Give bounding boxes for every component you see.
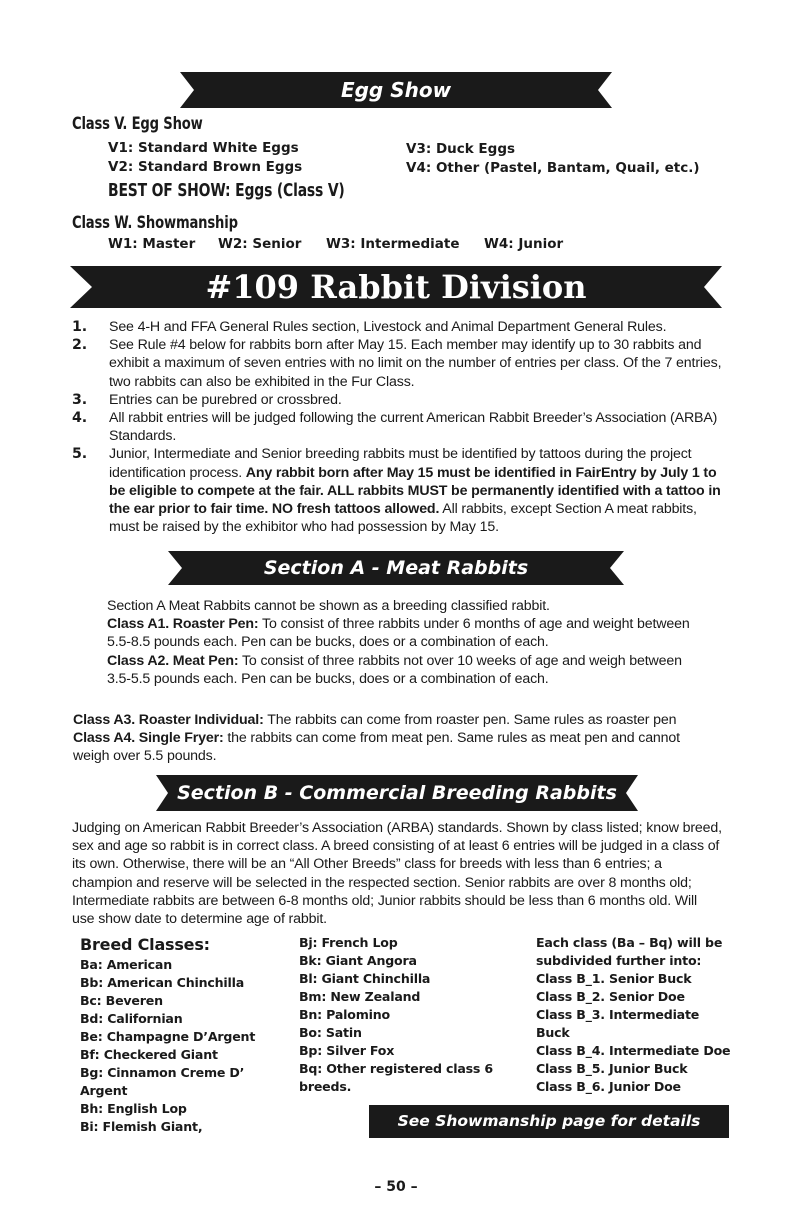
subdivision-note: Each class (Ba – Bq) will be subdivided further into:	[536, 935, 723, 968]
rabbit-rules	[72, 318, 722, 536]
egg-show-banner	[180, 72, 612, 108]
class-v2: V2: Standard Brown Eggs	[108, 158, 303, 175]
breed-item: Bg: Cinnamon Creme D’ Argent	[80, 1065, 245, 1098]
section-b-title: Section B - Commercial Breeding Rabbits	[177, 782, 617, 804]
rule-number: 5.	[72, 446, 87, 463]
class-a1-text: To consist of three rabbits under 6 months of age and weight between 5.5-8.5 pounds each. Pen can be bucks, does or a combination of each.	[107, 616, 690, 651]
rule-item	[72, 391, 722, 409]
showmanship-note-box	[369, 1105, 729, 1138]
breed-item: Bh: English Lop	[80, 1101, 187, 1116]
class-a1	[107, 615, 697, 651]
showmanship-w1: W1: Master	[108, 236, 196, 252]
rabbit-division-title: #109 Rabbit Division	[205, 268, 587, 306]
subclass-item: Class B_5. Junior Buck	[536, 1061, 688, 1076]
rule-text: See Rule #4 below for rabbits born after May 15. Each member may identify up to 30 rabbits and exhibit a maximum of seven entries with no limit on the number of entries per class. Of the 7 entries, two rabbits can also be exhibited in the Fur Class.	[109, 337, 722, 390]
subclass-item: Class B_4. Intermediate Doe	[536, 1043, 731, 1058]
rule-number: 4.	[72, 410, 87, 427]
class-a4-label: Class A4. Single Fryer:	[73, 730, 224, 747]
breed-item: Bq: Other registered class 6 breeds.	[299, 1061, 493, 1094]
rule-item	[72, 336, 722, 391]
class-v4: V4: Other (Pastel, Bantam, Quail, etc.)	[406, 159, 700, 176]
section-a-text	[107, 597, 697, 688]
breed-item: Bb: American Chinchilla	[80, 975, 245, 990]
breed-item: Bl: Giant Chinchilla	[299, 971, 431, 986]
subclass-item: Class B_3. Intermediate Buck	[536, 1007, 700, 1040]
rule-item	[72, 445, 722, 536]
egg-show-banner-title: Egg Show	[340, 78, 452, 102]
breed-classes-heading: Breed Classes:	[80, 935, 210, 954]
class-a4-text: the rabbits can come from meat pen. Same rules as meat pen and cannot weigh over 5.5 pounds.	[73, 730, 680, 765]
class-v1: V1: Standard White Eggs	[108, 140, 299, 156]
showmanship-w2: W2: Senior	[218, 236, 302, 252]
best-of-show-eggs: BEST OF SHOW: Eggs (Class V)	[108, 180, 345, 201]
breed-item: Be: Champagne D’Argent	[80, 1029, 256, 1044]
rule-number: 1.	[72, 319, 87, 335]
showmanship-w4: W4: Junior	[484, 236, 564, 252]
class-v-heading: Class V. Egg Show	[72, 114, 203, 134]
class-a2	[107, 652, 697, 688]
breed-column-2	[299, 934, 499, 1096]
section-a-banner	[168, 551, 624, 585]
section-b-banner	[156, 775, 638, 811]
breed-item: Bo: Satin	[299, 1025, 362, 1040]
rule-number: 3.	[72, 391, 87, 408]
breed-item: Bm: New Zealand	[299, 989, 421, 1004]
breed-column-1	[80, 934, 265, 1136]
class-a3-label: Class A3. Roaster Individual:	[73, 712, 264, 728]
class-a4	[73, 729, 688, 765]
breed-item: Bp: Silver Fox	[299, 1043, 395, 1058]
breed-item: Bc: Beveren	[80, 993, 163, 1008]
rule-text: See 4-H and FFA General Rules section, Livestock and Animal Department General Rules.	[109, 319, 667, 335]
section-a-intro: Section A Meat Rabbits cannot be shown as a breeding classified rabbit.	[107, 598, 550, 614]
rule-text-bold: Any rabbit born after May 15 must be identified in FairEntry by July 1 to be eligible to compete at the fair. ALL rabbits MUST be permanently identified with a tattoo in the ear prior to fair time. NO fresh tattoos allowed.	[109, 464, 721, 518]
rule-item	[72, 409, 722, 445]
rule-text: Entries can be purebred or crossbred.	[109, 391, 342, 408]
breed-item: Bk: Giant Angora	[299, 953, 417, 968]
breed-item: Bi: Flemish Giant,	[80, 1119, 203, 1134]
class-v-items-right	[406, 140, 700, 177]
class-v-items-left	[108, 139, 302, 176]
breed-item: Bd: Californian	[80, 1011, 183, 1026]
class-v3: V3: Duck Eggs	[406, 141, 516, 157]
subclass-item: Class B_6. Junior Doe	[536, 1079, 681, 1094]
rule-text: All rabbits, except Section A meat rabbits, must be raised by the exhibitor who had possession by May 15.	[109, 501, 697, 536]
class-a2-label: Class A2. Meat Pen:	[107, 652, 239, 669]
class-a3	[73, 711, 723, 729]
rule-text: Junior, Intermediate and Senior breeding rabbits must be identified by tattoos during the project identification process.	[109, 446, 692, 481]
page-number: – 50 –	[374, 1179, 418, 1195]
class-a2-text: To consist of three rabbits not over 10 weeks of age and weigh between 3.5-5.5 pounds each. Pen can be bucks, does or a combination of each.	[107, 652, 682, 687]
rabbit-division-banner	[70, 266, 722, 308]
breed-column-3	[536, 934, 736, 1096]
rule-number: 2.	[72, 337, 87, 354]
subclass-item: Class B_2. Senior Doe	[536, 989, 685, 1004]
rule-item	[72, 318, 722, 336]
showmanship-note: See Showmanship page for details	[397, 1112, 701, 1130]
class-a1-label: Class A1. Roaster Pen:	[107, 616, 259, 633]
class-a3-text: The rabbits can come from roaster pen. Same rules as roaster pen	[263, 712, 677, 728]
breed-item: Bn: Palomino	[299, 1007, 391, 1022]
breed-item: Bf: Checkered Giant	[80, 1047, 218, 1062]
class-w-heading: Class W. Showmanship	[72, 213, 238, 233]
section-b-intro: Judging on American Rabbit Breeder’s Association (ARBA) standards. Shown by class listed; know breed, sex and age so rabbit is in correct class. A breed consisting of at least 6 entries will be judged in a class of its own. Otherwise, there will be an “All Other Breeds” class for breeds with less than 6 entries; a champion and reserve will be selected in the respected section. Senior rabbits are over 8 months old; Intermediate rabbits are between 6-8 months old; Junior rabbits should be less than 6 months old. Will use show date to determine age of rabbit.	[72, 820, 722, 928]
showmanship-w3: W3: Intermediate	[326, 236, 460, 252]
subclass-item: Class B_1. Senior Buck	[536, 971, 692, 986]
section-a-individual-text	[73, 711, 723, 766]
breed-item: Ba: American	[80, 957, 172, 972]
section-a-title: Section A - Meat Rabbits	[263, 557, 529, 579]
breed-item: Bj: French Lop	[299, 935, 398, 950]
rule-text: All rabbit entries will be judged following the current American Rabbit Breeder’s Association (ARBA) Standards.	[109, 410, 718, 445]
